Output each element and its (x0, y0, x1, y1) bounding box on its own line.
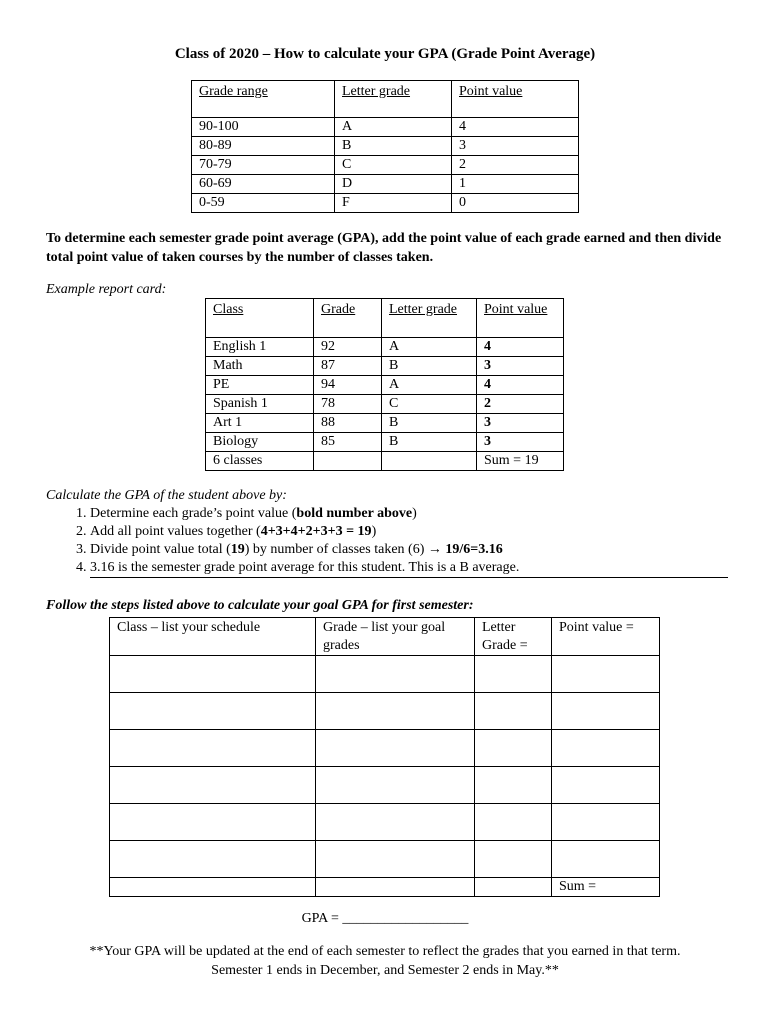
table-footer-row (110, 878, 660, 897)
header-point-value: Point value (477, 299, 564, 338)
header-point-value: Point value = (552, 618, 660, 656)
sum-cell[interactable]: Sum = (552, 878, 660, 897)
header-class-schedule: Class – list your schedule (110, 618, 316, 656)
table-row: 80-89 B 3 (192, 137, 579, 156)
header-letter-grade: Letter Grade = (475, 618, 552, 656)
page-title: Class of 2020 – How to calculate your GPA (Grade Point Average) (174, 46, 596, 62)
table-row[interactable] (110, 656, 660, 693)
table-row: 60-69 D 1 (192, 175, 579, 194)
step-2: 2. Add all point values together (4+3+4+2+3+3 = 19) (90, 523, 728, 541)
table-row: Art 1 88 B 3 (206, 414, 564, 433)
table-row[interactable] (110, 804, 660, 841)
sum-cell: Sum = 19 (477, 452, 564, 471)
table-row: PE 94 A 4 (206, 376, 564, 395)
table-row[interactable] (110, 693, 660, 730)
header-letter-grade: Letter grade (335, 81, 452, 118)
table-row: English 1 92 A 4 (206, 338, 564, 357)
header-letter-grade: Letter grade (382, 299, 477, 338)
table-row: Math 87 B 3 (206, 357, 564, 376)
step-3: 3. Divide point value total (19) by number of classes taken (6) → 19/6=3.16 (90, 541, 728, 559)
table-row: Biology 85 B 3 (206, 433, 564, 452)
gpa-blank: GPA = __________________ (301, 911, 469, 926)
table-row: 70-79 C 2 (192, 156, 579, 175)
table-footer-row: 6 classes Sum = 19 (206, 452, 564, 471)
table-row: Spanish 1 78 C 2 (206, 395, 564, 414)
grade-scale-table (191, 80, 579, 213)
step-1: 1. Determine each grade’s point value (bold number above) (90, 505, 728, 523)
table-row: 0-59 F 0 (192, 194, 579, 213)
follow-steps-heading: Follow the steps listed above to calculate your goal GPA for first semester: (46, 598, 474, 613)
table-row: 90-100 A 4 (192, 118, 579, 137)
footer-note: **Your GPA will be updated at the end of each semester to reflect the grades that you earned in that term. Semester 1 ends in December, and Semester 2 ends in May.** (89, 944, 681, 978)
header-point-value: Point value (452, 81, 579, 118)
example-label: Example report card: (46, 282, 167, 297)
header-class: Class (206, 299, 314, 338)
header-grade-range: Grade range (192, 81, 335, 118)
report-card-table (205, 298, 564, 471)
goal-gpa-table (109, 617, 660, 897)
header-grade: Grade (314, 299, 382, 338)
table-row[interactable] (110, 841, 660, 878)
header-goal-grades: Grade – list your goal grades (316, 618, 475, 656)
table-row[interactable] (110, 767, 660, 804)
calculation-steps: Calculate the GPA of the student above by: 1. Determine each grade’s point value (bold number above) 2. Add all point values together (4+3+4+2+3+3 = 19) 3. Divide point value total (19) by number of classes taken (6) → 19/6=3.16 4. 3.16 is the semester grade point average for this student. This is a B average. (46, 486, 728, 578)
table-row[interactable] (110, 730, 660, 767)
step-4: 4. 3.16 is the semester grade point average for this student. This is a B average. (90, 559, 728, 578)
instructions-text: To determine each semester grade point average (GPA), add the point value of each grade earned and then divide total point value of taken courses by the number of classes taken. (46, 231, 722, 265)
